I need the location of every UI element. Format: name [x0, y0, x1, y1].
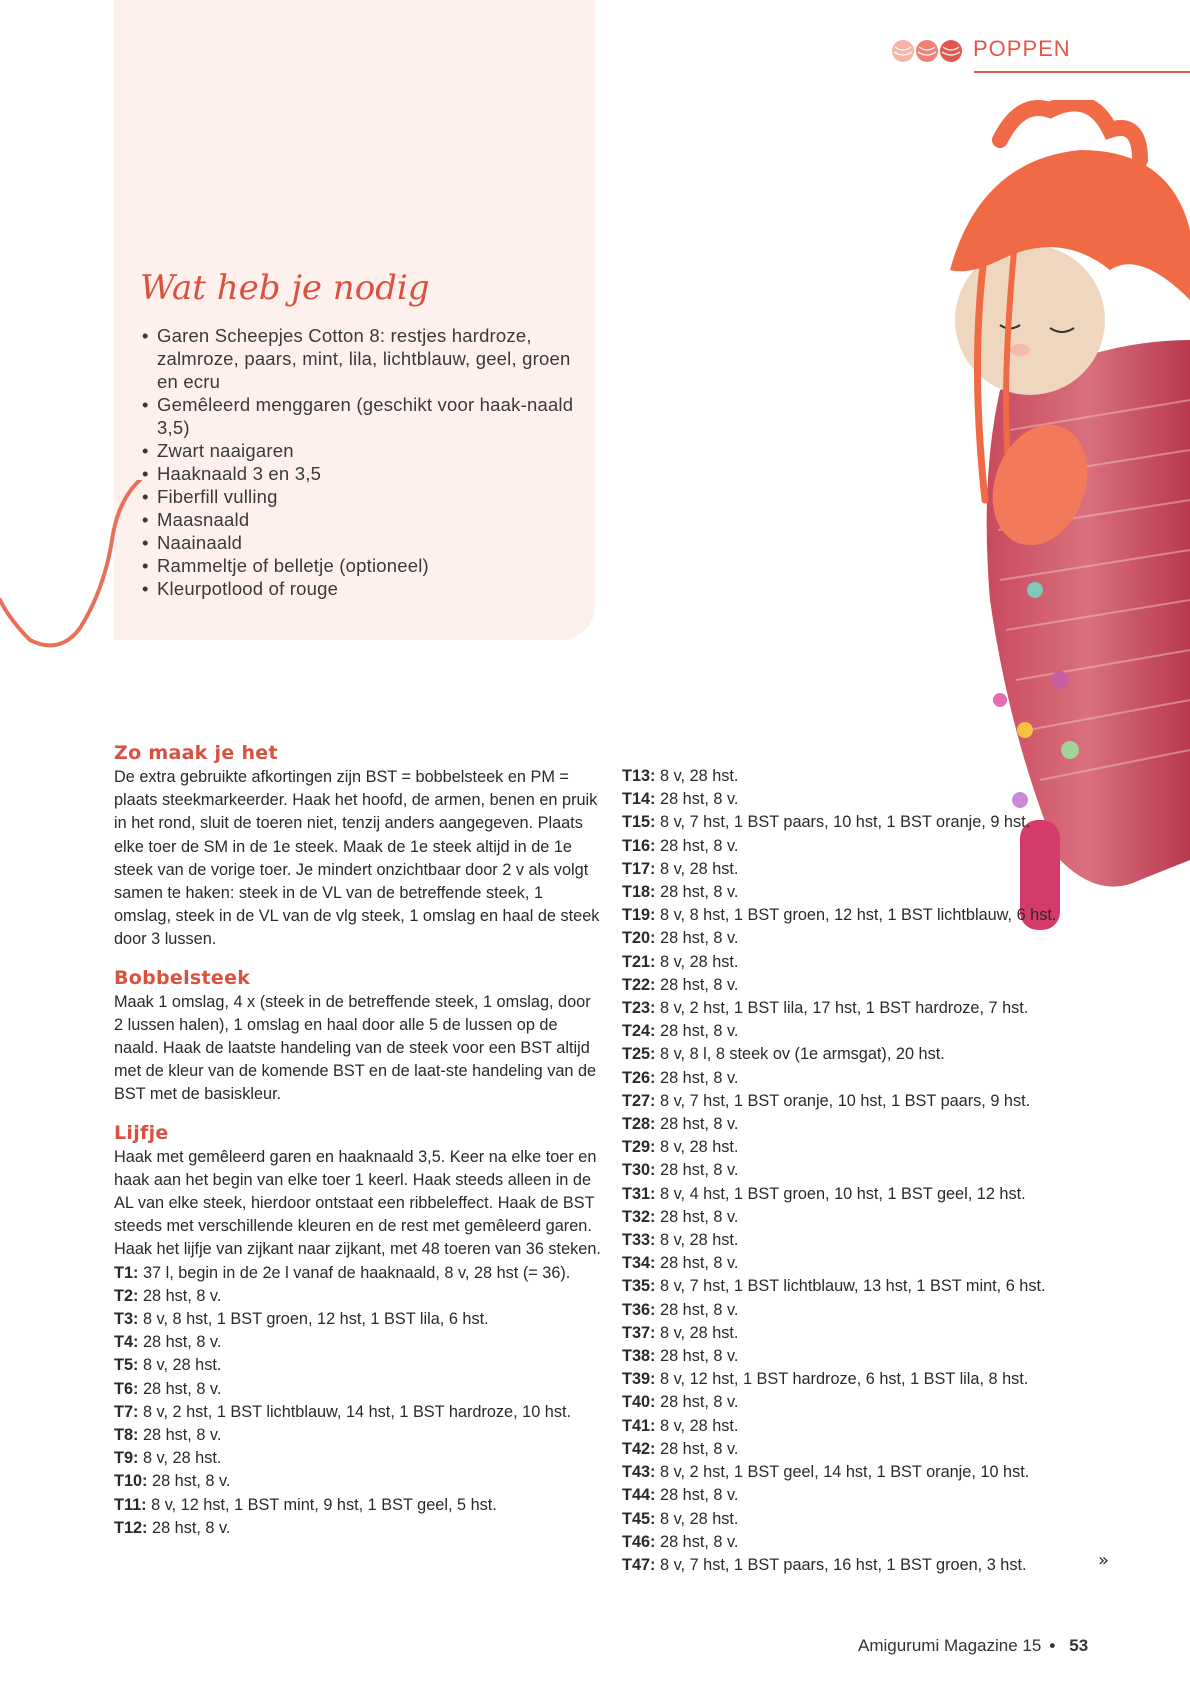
header-rule [974, 71, 1190, 73]
pattern-row [114, 1262, 604, 1285]
row-label: T23: [622, 999, 656, 1018]
row-instruction: 28 hst, 8 v. [660, 1532, 739, 1551]
row-label: T13: [622, 767, 656, 785]
section-text: Maak 1 omslag, 4 x (steek in de betreffende steek, 1 omslag, door 2 lussen halen), 1 omslag en haal door alle 5 de lussen op de naald. Haak de laatste handeling van de steek voor een BST altijd met de kleur van de komende BST en de laat-ste handeling van de BST met de basiskleur. [114, 992, 597, 1104]
row-label: T38: [622, 1347, 656, 1366]
section-text: Haak met gemêleerd garen en haaknaald 3,5. Keer na elke toer en haak aan het begin van elke toer 1 keerl. Haak steeds alleen in de AL van elke steek, hierdoor ontstaat een ribbeleffect. Haak de BST steeds met verschillende kleuren en de rest met gemêleerd garen. Haak het lijfje van zijkant naar zijkant, met 48 toeren van 36 steken. [114, 1147, 601, 1259]
materials-item: • Garen Scheepjes Cotton 8: restjes hardroze, zalmroze, paars, mint, lila, lichtblauw, geel, groen en ecru [141, 324, 581, 393]
row-label: T46: [622, 1532, 656, 1551]
row-instruction: 28 hst, 8 v. [660, 1161, 739, 1180]
pattern-row [622, 1345, 1082, 1368]
pattern-row [622, 1299, 1082, 1322]
row-instruction: 8 v, 7 hst, 1 BST oranje, 10 hst, 1 BST paars, 9 hst. [660, 1091, 1031, 1110]
row-label: T44: [622, 1486, 656, 1505]
row-instruction: 8 v, 2 hst, 1 BST geel, 14 hst, 1 BST oranje, 10 hst. [660, 1463, 1030, 1482]
row-label: T30: [622, 1161, 656, 1180]
page-footer [858, 1636, 1088, 1656]
pattern-row [114, 1470, 604, 1493]
row-instruction: 8 v, 2 hst, 1 BST lichtblauw, 14 hst, 1 BST hardroze, 10 hst. [142, 1402, 572, 1421]
row-label: T42: [622, 1439, 656, 1458]
yarn-strand-decoration [0, 480, 160, 680]
row-instruction: 8 v, 28 hst. [660, 1323, 739, 1342]
pattern-row [622, 997, 1082, 1020]
row-label: T12: [114, 1518, 148, 1537]
section-how [114, 740, 604, 952]
row-label: T27: [622, 1091, 656, 1110]
row-instruction: 28 hst, 8 v. [660, 1486, 739, 1505]
pattern-row [114, 1331, 604, 1354]
pattern-row [622, 1322, 1082, 1345]
row-instruction: 8 v, 28 hst. [660, 767, 739, 785]
row-label: T47: [622, 1555, 656, 1574]
row-label: T29: [622, 1138, 656, 1157]
section-title: Lijfje [114, 1121, 169, 1144]
row-instruction: 8 v, 7 hst, 1 BST paars, 16 hst, 1 BST groen, 3 hst. [660, 1555, 1027, 1574]
pattern-row [622, 1391, 1082, 1414]
row-instruction: 28 hst, 8 v. [660, 1022, 739, 1041]
row-instruction: 28 hst, 8 v. [660, 1439, 739, 1458]
footer-separator: • [1049, 1636, 1056, 1655]
pattern-row [622, 1159, 1082, 1182]
pattern-row [622, 1415, 1082, 1438]
row-label: T35: [622, 1277, 656, 1296]
pattern-row [114, 1494, 604, 1517]
pattern-row [622, 1531, 1082, 1554]
row-list-left [114, 1262, 604, 1540]
pattern-row [622, 1206, 1082, 1229]
magazine-name: Amigurumi Magazine 15 [858, 1636, 1042, 1655]
row-label: T36: [622, 1300, 656, 1319]
pattern-row [622, 1113, 1082, 1136]
pattern-row [622, 927, 1082, 950]
pattern-row [622, 1252, 1082, 1275]
pattern-row [114, 1447, 604, 1470]
pattern-row [114, 1378, 604, 1401]
pattern-row [114, 1401, 604, 1424]
materials-item: • Rammeltje of belletje (optioneel) [141, 554, 581, 577]
row-instruction: 28 hst, 8 v. [660, 929, 739, 948]
pattern-row [114, 1285, 604, 1308]
row-instruction: 8 v, 28 hst. [660, 859, 739, 878]
pattern-row [622, 788, 1082, 811]
row-instruction: 8 v, 28 hst. [660, 1138, 739, 1157]
section-text: De extra gebruikte afkortingen zijn BST = bobbelsteek en PM = plaats steekmarkeerder. Haak het hoofd, de armen, benen en pruik in het rond, sluit de toeren niet, tenzij anders aangegeven. Plaats elke toer de SM in de 1e steek. Maak de 1e steek altijd in de 1e steek van de vorige toer. Je mindert onzichtbaar door 2 v als volgt samen te haken: steek in de VL van de betreffende steek, 1 omslag, steek in de VL van de vlg steek, 1 omslag en haal de steek door 3 lussen. [114, 768, 600, 949]
pattern-row [622, 835, 1082, 858]
row-label: T11: [114, 1495, 147, 1514]
left-column [114, 740, 604, 1540]
row-instruction: 8 v, 2 hst, 1 BST lila, 17 hst, 1 BST hardroze, 7 hst. [660, 999, 1029, 1018]
row-label: T6: [114, 1379, 139, 1398]
row-label: T45: [622, 1509, 656, 1528]
row-label: T37: [622, 1323, 656, 1342]
row-label: T3: [114, 1310, 139, 1329]
row-label: T4: [114, 1333, 139, 1352]
materials-list [141, 324, 581, 600]
pattern-row [622, 811, 1082, 834]
pattern-row [622, 1275, 1082, 1298]
row-instruction: 8 v, 8 l, 8 steek ov (1e armsgat), 20 hst. [660, 1045, 945, 1064]
continue-mark: » [1098, 1550, 1110, 1571]
right-column [622, 765, 1082, 1577]
row-label: T41: [622, 1416, 656, 1435]
row-instruction: 8 v, 28 hst. [660, 1509, 739, 1528]
row-label: T17: [622, 859, 656, 878]
pattern-row [622, 1508, 1082, 1531]
row-instruction: 28 hst, 8 v. [142, 1426, 222, 1445]
row-label: T14: [622, 790, 656, 809]
materials-item: • Gemêleerd menggaren (geschikt voor haak-naald 3,5) [141, 393, 581, 439]
pattern-row [622, 1067, 1082, 1090]
row-label: T26: [622, 1068, 656, 1087]
pattern-row [622, 858, 1082, 881]
pattern-row [622, 765, 1082, 788]
row-instruction: 8 v, 28 hst. [142, 1356, 222, 1375]
row-label: T21: [622, 952, 656, 971]
row-label: T15: [622, 813, 656, 832]
row-label: T10: [114, 1472, 148, 1491]
materials-item: • Maasnaald [141, 508, 581, 531]
row-label: T2: [114, 1286, 139, 1305]
row-label: T20: [622, 929, 656, 948]
pattern-row [622, 1368, 1082, 1391]
row-label: T22: [622, 975, 656, 994]
section-title: Bobbelsteek [114, 966, 251, 989]
row-instruction: 28 hst, 8 v. [152, 1472, 231, 1491]
page-number: 53 [1069, 1636, 1089, 1655]
row-instruction: 28 hst, 8 v. [660, 836, 739, 855]
row-instruction: 8 v, 8 hst, 1 BST groen, 12 hst, 1 BST lichtblauw, 6 hst. [660, 906, 1057, 925]
row-label: T9: [114, 1449, 139, 1468]
row-instruction: 28 hst, 8 v. [660, 1300, 739, 1319]
pattern-row [114, 1354, 604, 1377]
pattern-row [114, 1517, 604, 1540]
row-instruction: 8 v, 28 hst. [660, 1416, 739, 1435]
section-body [114, 1120, 604, 1262]
row-label: T1: [114, 1263, 139, 1282]
pattern-row [622, 1229, 1082, 1252]
row-instruction: 28 hst, 8 v. [660, 1393, 739, 1412]
row-instruction: 28 hst, 8 v. [660, 790, 739, 809]
row-label: T19: [622, 906, 656, 925]
pattern-row [622, 1043, 1082, 1066]
row-instruction: 8 v, 28 hst. [660, 952, 739, 971]
row-instruction: 28 hst, 8 v. [142, 1286, 222, 1305]
materials-item: • Naainaald [141, 531, 581, 554]
row-instruction: 8 v, 28 hst. [660, 1231, 739, 1250]
row-label: T43: [622, 1463, 656, 1482]
pattern-row [114, 1424, 604, 1447]
row-instruction: 28 hst, 8 v. [660, 1207, 739, 1226]
row-instruction: 8 v, 4 hst, 1 BST groen, 10 hst, 1 BST geel, 12 hst. [660, 1184, 1026, 1203]
row-label: T28: [622, 1115, 656, 1134]
materials-item: • Fiberfill vulling [141, 485, 581, 508]
row-label: T7: [114, 1402, 139, 1421]
row-label: T32: [622, 1207, 656, 1226]
row-instruction: 8 v, 12 hst, 1 BST hardroze, 6 hst, 1 BST lila, 8 hst. [660, 1370, 1029, 1389]
row-instruction: 8 v, 28 hst. [142, 1449, 222, 1468]
pattern-row [622, 881, 1082, 904]
pattern-row [622, 1183, 1082, 1206]
row-label: T16: [622, 836, 656, 855]
pattern-row [622, 1438, 1082, 1461]
materials-item: • Kleurpotlood of rouge [141, 577, 581, 600]
row-instruction: 28 hst, 8 v. [660, 975, 739, 994]
row-instruction: 37 l, begin in de 2e l vanaf de haaknaald, 8 v, 28 hst (= 36). [142, 1263, 571, 1282]
row-label: T34: [622, 1254, 656, 1273]
pattern-row [622, 1136, 1082, 1159]
section-title: Zo maak je het [114, 742, 278, 764]
row-instruction: 28 hst, 8 v. [660, 883, 739, 902]
row-instruction: 8 v, 8 hst, 1 BST groen, 12 hst, 1 BST lila, 6 hst. [142, 1310, 489, 1329]
row-label: T25: [622, 1045, 656, 1064]
row-instruction: 8 v, 7 hst, 1 BST lichtblauw, 13 hst, 1 BST mint, 6 hst. [660, 1277, 1046, 1296]
pattern-row [622, 1461, 1082, 1484]
row-instruction: 28 hst, 8 v. [660, 1254, 739, 1273]
row-label: T33: [622, 1231, 656, 1250]
materials-item: • Haaknaald 3 en 3,5 [141, 462, 581, 485]
pattern-row [622, 1554, 1082, 1577]
row-instruction: 8 v, 7 hst, 1 BST paars, 10 hst, 1 BST oranje, 9 hst. [660, 813, 1031, 832]
pattern-row [622, 1020, 1082, 1043]
row-instruction: 28 hst, 8 v. [660, 1115, 739, 1134]
row-label: T40: [622, 1393, 656, 1412]
row-label: T8: [114, 1426, 139, 1445]
pattern-row [622, 951, 1082, 974]
row-instruction: 28 hst, 8 v. [660, 1068, 739, 1087]
materials-item: • Zwart naaigaren [141, 439, 581, 462]
row-list-right [622, 765, 1082, 1577]
row-instruction: 28 hst, 8 v. [660, 1347, 739, 1366]
row-label: T5: [114, 1356, 139, 1375]
pattern-row [622, 904, 1082, 927]
pattern-row [622, 974, 1082, 997]
section-label: POPPEN [973, 36, 1071, 61]
row-label: T31: [622, 1184, 656, 1203]
row-label: T18: [622, 883, 656, 902]
yarn-balls-icon [890, 38, 965, 64]
row-instruction: 8 v, 12 hst, 1 BST mint, 9 hst, 1 BST geel, 5 hst. [151, 1495, 497, 1514]
pattern-row [114, 1308, 604, 1331]
materials-title: Wat heb je nodig [140, 268, 430, 308]
pattern-row [622, 1484, 1082, 1507]
row-label: T24: [622, 1022, 656, 1041]
row-instruction: 28 hst, 8 v. [142, 1333, 222, 1352]
row-instruction: 28 hst, 8 v. [152, 1518, 231, 1537]
row-label: T39: [622, 1370, 656, 1389]
row-instruction: 28 hst, 8 v. [142, 1379, 222, 1398]
section-bobble [114, 965, 604, 1107]
pattern-row [622, 1090, 1082, 1113]
